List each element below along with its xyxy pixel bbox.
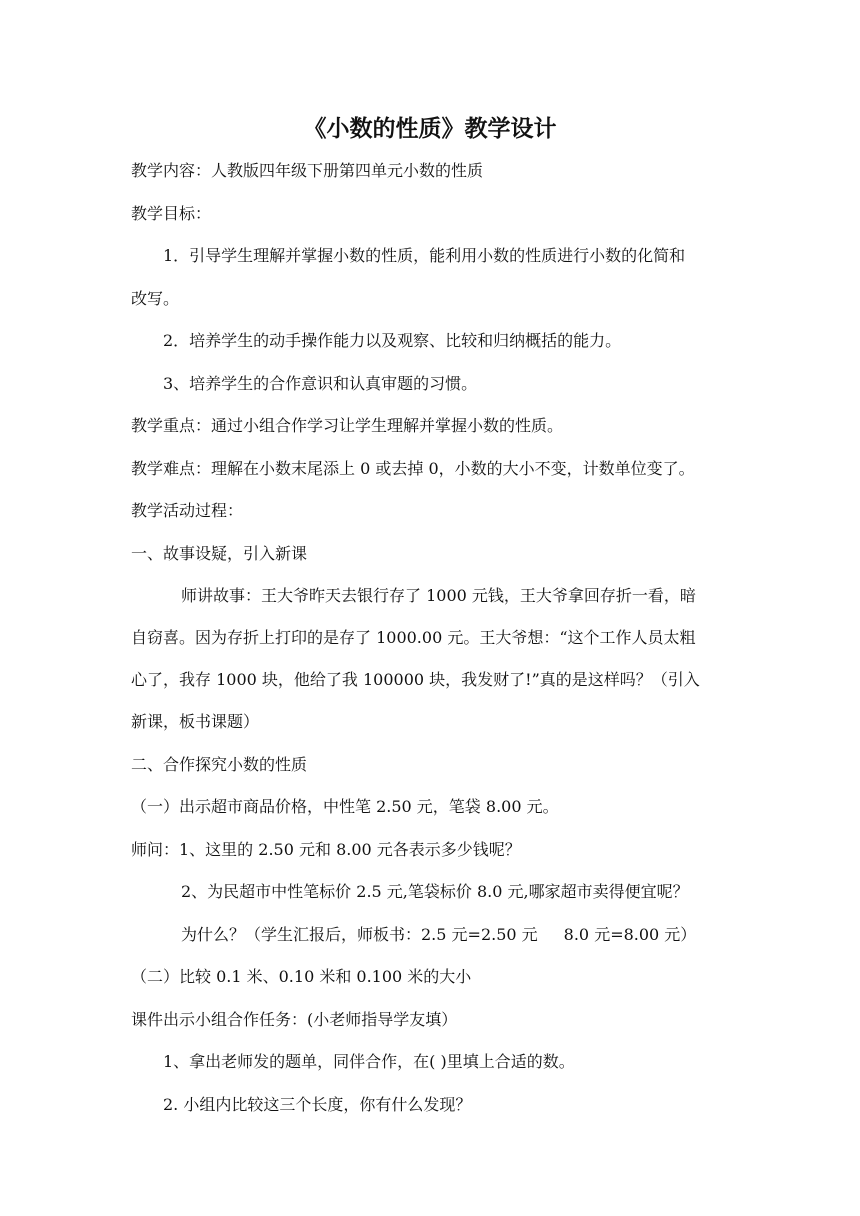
- activity-process-heading: 教学活动过程：: [131, 501, 244, 520]
- teaching-difficulty-line: 教学难点：理解在小数末尾添上 0 或去掉 0，小数的大小不变，计数单位变了。: [131, 459, 695, 478]
- story-line-2: 自窃喜。因为存折上打印的是存了 1000.00 元。王大爷想：“这个工作人员太粗: [131, 628, 696, 647]
- task-2-line: 2. 小组内比较这三个长度，你有什么发现？: [163, 1095, 472, 1114]
- section-2-heading: 二、合作探究小数的性质: [131, 755, 308, 774]
- task-1-line: 1、拿出老师发的题单，同伴合作，在( )里填上合适的数。: [163, 1052, 575, 1071]
- subsection-1-line: （一）出示超市商品价格，中性笔 2.50 元，笔袋 8.00 元。: [131, 797, 559, 816]
- document-title: 《小数的性质》教学设计: [303, 116, 557, 142]
- goal-2-line: 2．培养学生的动手操作能力以及观察、比较和归纳概括的能力。: [163, 331, 622, 350]
- story-line-1: 师讲故事：王大爷昨天去银行存了 1000 元钱，王大爷拿回存折一看，暗: [181, 586, 696, 605]
- section-1-heading: 一、故事设疑，引入新课: [131, 544, 308, 563]
- teaching-focus-line: 教学重点：通过小组合作学习让学生理解并掌握小数的性质。: [131, 416, 564, 435]
- subsection-2-line: （二）比较 0.1 米、0.10 米和 0.100 米的大小: [131, 967, 472, 986]
- teacher-question-2-followup: [181, 921, 696, 949]
- teaching-content-line: 教学内容：人教版四年级下册第四单元小数的性质: [131, 161, 484, 180]
- board-note-part-2: 8.0 元=8.00 元）: [563, 925, 697, 944]
- story-line-3: 心了，我存 1000 块，他给了我 100000 块，我发财了!”真的是这样吗？（引入: [131, 670, 700, 689]
- story-line-4: 新课，板书课题）: [131, 712, 260, 731]
- goal-1-line-2: 改写。: [131, 289, 180, 308]
- group-task-line: 课件出示小组合作任务：(小老师指导学友填）: [131, 1010, 458, 1029]
- teaching-goals-heading: 教学目标：: [131, 204, 212, 223]
- teacher-question-2: 2、为民超市中性笔标价 2.5 元,笔袋标价 8.0 元,哪家超市卖得便宜呢？: [181, 882, 689, 901]
- goal-1-line-1: 1．引导学生理解并掌握小数的性质，能利用小数的性质进行小数的化简和: [163, 246, 686, 265]
- board-note-part-1: 为什么？（学生汇报后，师板书：2.5 元=2.50 元: [181, 925, 538, 944]
- teacher-question-1: 师问：1、这里的 2.50 元和 8.00 元各表示多少钱呢？: [131, 840, 521, 859]
- goal-3-line: 3、培养学生的合作意识和认真审题的习惯。: [163, 374, 478, 393]
